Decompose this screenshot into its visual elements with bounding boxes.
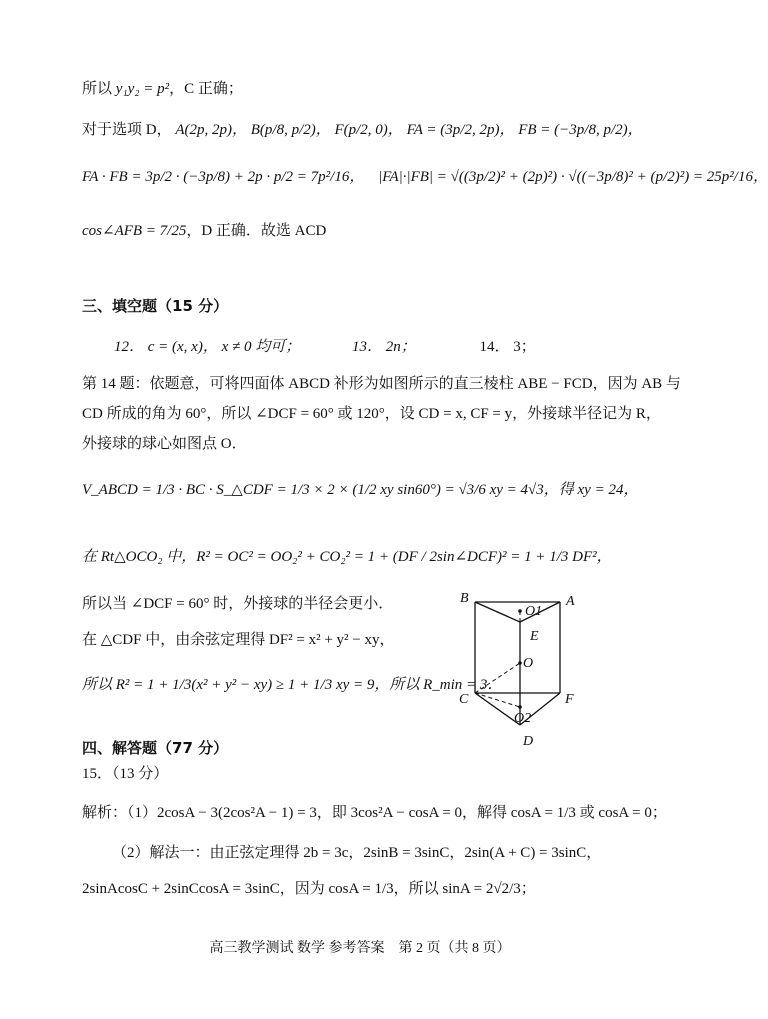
l2-points: A(2p, 2p)， B(p/8, p/2)， F(p/2, 0)， [175, 122, 403, 138]
r-line: 所以 R² = 1 + 1/3(x² + y² − xy) ≥ 1 + 1/3 xy = 9，所以 R_min = 3． [82, 677, 503, 693]
cdf-line: 在 △CDF 中，由余弦定理得 DF² = x² + y² − xy， [82, 632, 395, 648]
when-line: 所以当 ∠DCF = 60° 时，外接球的半径会更小． [82, 596, 394, 612]
label-b: B [460, 591, 469, 606]
l4-tail: ，D 正确．故选 ACD [186, 223, 327, 239]
label-d: D [523, 734, 534, 749]
line-conclusion-c [82, 82, 243, 97]
l4-cos: cos∠AFB = 7/25 [82, 223, 187, 239]
answers-row [114, 340, 536, 355]
p14-line3: 外接球的球心如图点 O． [82, 436, 247, 452]
solution-part2: （2）解法一：由正弦定理得 2b = 3c，2sinB = 3sinC，2sin(A + C) = 3sinC， [112, 845, 602, 861]
question-15: 15．（13 分） [82, 766, 169, 782]
label-o1: O1 [525, 604, 543, 619]
section3-title: 三、填空题（15 分） [82, 297, 229, 315]
section4-title: 四、解答题（77 分） [82, 739, 229, 757]
solution-part1: 解析：（1）2cosA − 3(2cos²A − 1) = 3，即 3cos²A − cosA = 0，解得 cosA = 1/3 或 cosA = 0； [82, 805, 667, 821]
l3-dot: FA · FB = 3p/2 · (−3p/8) + 2p · p/2 = 7p²/16， [82, 169, 365, 185]
l1-tail: ，C 正确； [169, 81, 243, 97]
page-footer: 高三教学测试 数学 参考答案 第 2 页（共 8 页） [209, 941, 511, 956]
l3-abs: |FA|·|FB| = √((3p/2)² + (2p)²) · √((−3p/8)² + (p/2)²) = 25p²/16， [378, 169, 768, 185]
l2-vec-fa: FA = (3p/2, 2p)， [406, 122, 515, 138]
line-cos-afb [82, 224, 326, 239]
label-o2: O2 [514, 711, 532, 726]
prism-figure [450, 585, 590, 750]
solution-part3: 2sinAcosC + 2sinCcosA = 3sinC，因为 cosA = 1/3，所以 sinA = 2√2/3； [82, 881, 536, 897]
volume-line: V_ABCD = 1/3 · BC · S_△CDF = 1/3 × 2 × (1/2 xy sin60°) = √3/6 xy = 4√3，得 xy = 24， [82, 482, 639, 498]
label-a: A [566, 594, 575, 609]
l2-text: 对于选项 D， [82, 122, 172, 138]
label-e: E [530, 629, 539, 644]
l2-vec-fb: FB = (−3p/8, p/2)， [518, 122, 643, 138]
label-c: C [459, 692, 469, 707]
p14-line2: CD 所成的角为 60°，所以 ∠DCF = 60° 或 120°，设 CD = x, CF = y，外接球半径记为 R， [82, 406, 661, 422]
line-option-d [82, 123, 643, 138]
answer-12: 12． c = (x, x)， x ≠ 0 均可； [114, 339, 301, 355]
answer-14: 14． 3； [479, 339, 536, 355]
answer-13: 13． 2n； [351, 339, 416, 355]
line-dot-product [82, 170, 768, 185]
rt-triangle-line: 在 Rt△OCO₂ 中，R² = OC² = OO₂² + CO₂² = 1 + (DF / 2sin∠DCF)² = 1 + 1/3 DF²， [82, 549, 612, 565]
label-f: F [565, 692, 574, 707]
l1-eq: y₁y₂ = p² [115, 81, 170, 97]
label-o: O [523, 656, 534, 671]
p14-line1: 第 14 题：依题意，可将四面体 ABCD 补形为如图所示的直三棱柱 ABE − FCD，因为 AB 与 [82, 376, 681, 392]
l1-text: 所以 [82, 81, 113, 97]
